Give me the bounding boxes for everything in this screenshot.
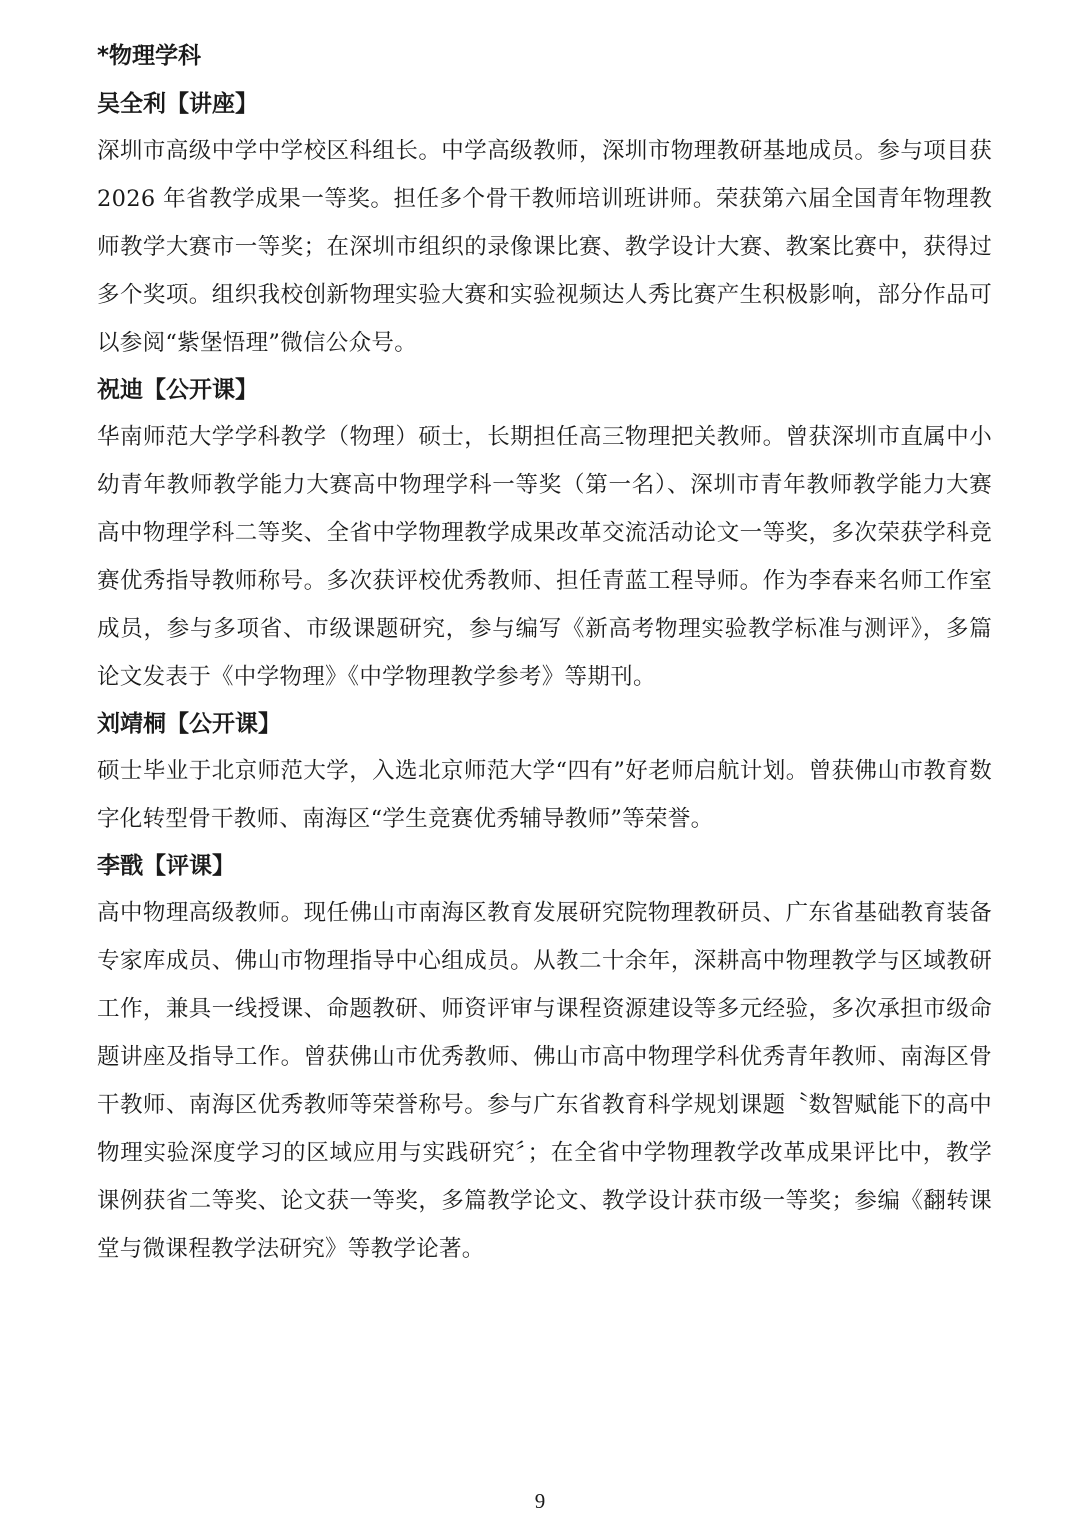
person-block-zhu-di bbox=[97, 367, 992, 701]
person-bio: 深圳市高级中学中学校区科组长。中学高级教师，深圳市物理教研基地成员。参与项目获 2026 年省教学成果一等奖。担任多个骨干教师培训班讲师。荣获第六届全国青年物理教师教学大赛市一等奖；在深圳市组织的录像课比赛、教学设计大赛、教案比赛中，获得过多个奖项。组织我校创新物理实验大赛和实验视频达人秀比赛产生积极影响，部分作品可以参阅“紫堡悟理”微信公众号。 bbox=[97, 138, 992, 356]
person-block-liu-jingtong bbox=[97, 701, 992, 843]
page-number: 9 bbox=[534, 1489, 546, 1513]
person-name: 吴全利【讲座】 bbox=[97, 91, 258, 117]
person-block-wu-quanli bbox=[97, 81, 992, 367]
person-block-li-jian bbox=[97, 843, 992, 1273]
section-title: *物理学科 bbox=[97, 43, 202, 69]
person-bio: 硕士毕业于北京师范大学，入选北京师范大学“四有”好老师启航计划。曾获佛山市教育数字化转型骨干教师、南海区“学生竞赛优秀辅导教师”等荣誉。 bbox=[97, 758, 992, 832]
person-name: 李戬【评课】 bbox=[97, 853, 235, 879]
person-name: 刘靖桐【公开课】 bbox=[97, 711, 281, 737]
person-bio: 华南师范大学学科教学（物理）硕士，长期担任高三物理把关教师。曾获深圳市直属中小幼青年教师教学能力大赛高中物理学科一等奖（第一名）、深圳市青年教师教学能力大赛高中物理学科二等奖、全省中学物理教学成果改革交流活动论文一等奖，多次荣获学科竞赛优秀指导教师称号。多次获评校优秀教师、担任青蓝工程导师。作为李春来名师工作室成员，参与多项省、市级课题研究，参与编写《新高考物理实验教学标准与测评》，多篇论文发表于《中学物理》《中学物理教学参考》等期刊。 bbox=[97, 424, 992, 690]
document-page bbox=[97, 36, 992, 1273]
person-bio: 高中物理高级教师。现任佛山市南海区教育发展研究院物理教研员、广东省基础教育装备专家库成员、佛山市物理指导中心组成员。从教二十余年，深耕高中物理教学与区域教研工作，兼具一线授课、命题教研、师资评审与课程资源建设等多元经验，多次承担市级命题讲座及指导工作。曾获佛山市优秀教师、佛山市高中物理学科优秀青年教师、南海区骨干教师、南海区优秀教师等荣誉称号。参与广东省教育科学规划课题〝数智赋能下的高中物理实验深度学习的区域应用与实践研究〞；在全省中学物理教学改革成果评比中，教学课例获省二等奖、论文获一等奖，多篇教学论文、教学设计获市级一等奖；参编《翻转课堂与微课程教学法研究》等教学论著。 bbox=[97, 900, 992, 1262]
person-name: 祝迪【公开课】 bbox=[97, 377, 258, 403]
